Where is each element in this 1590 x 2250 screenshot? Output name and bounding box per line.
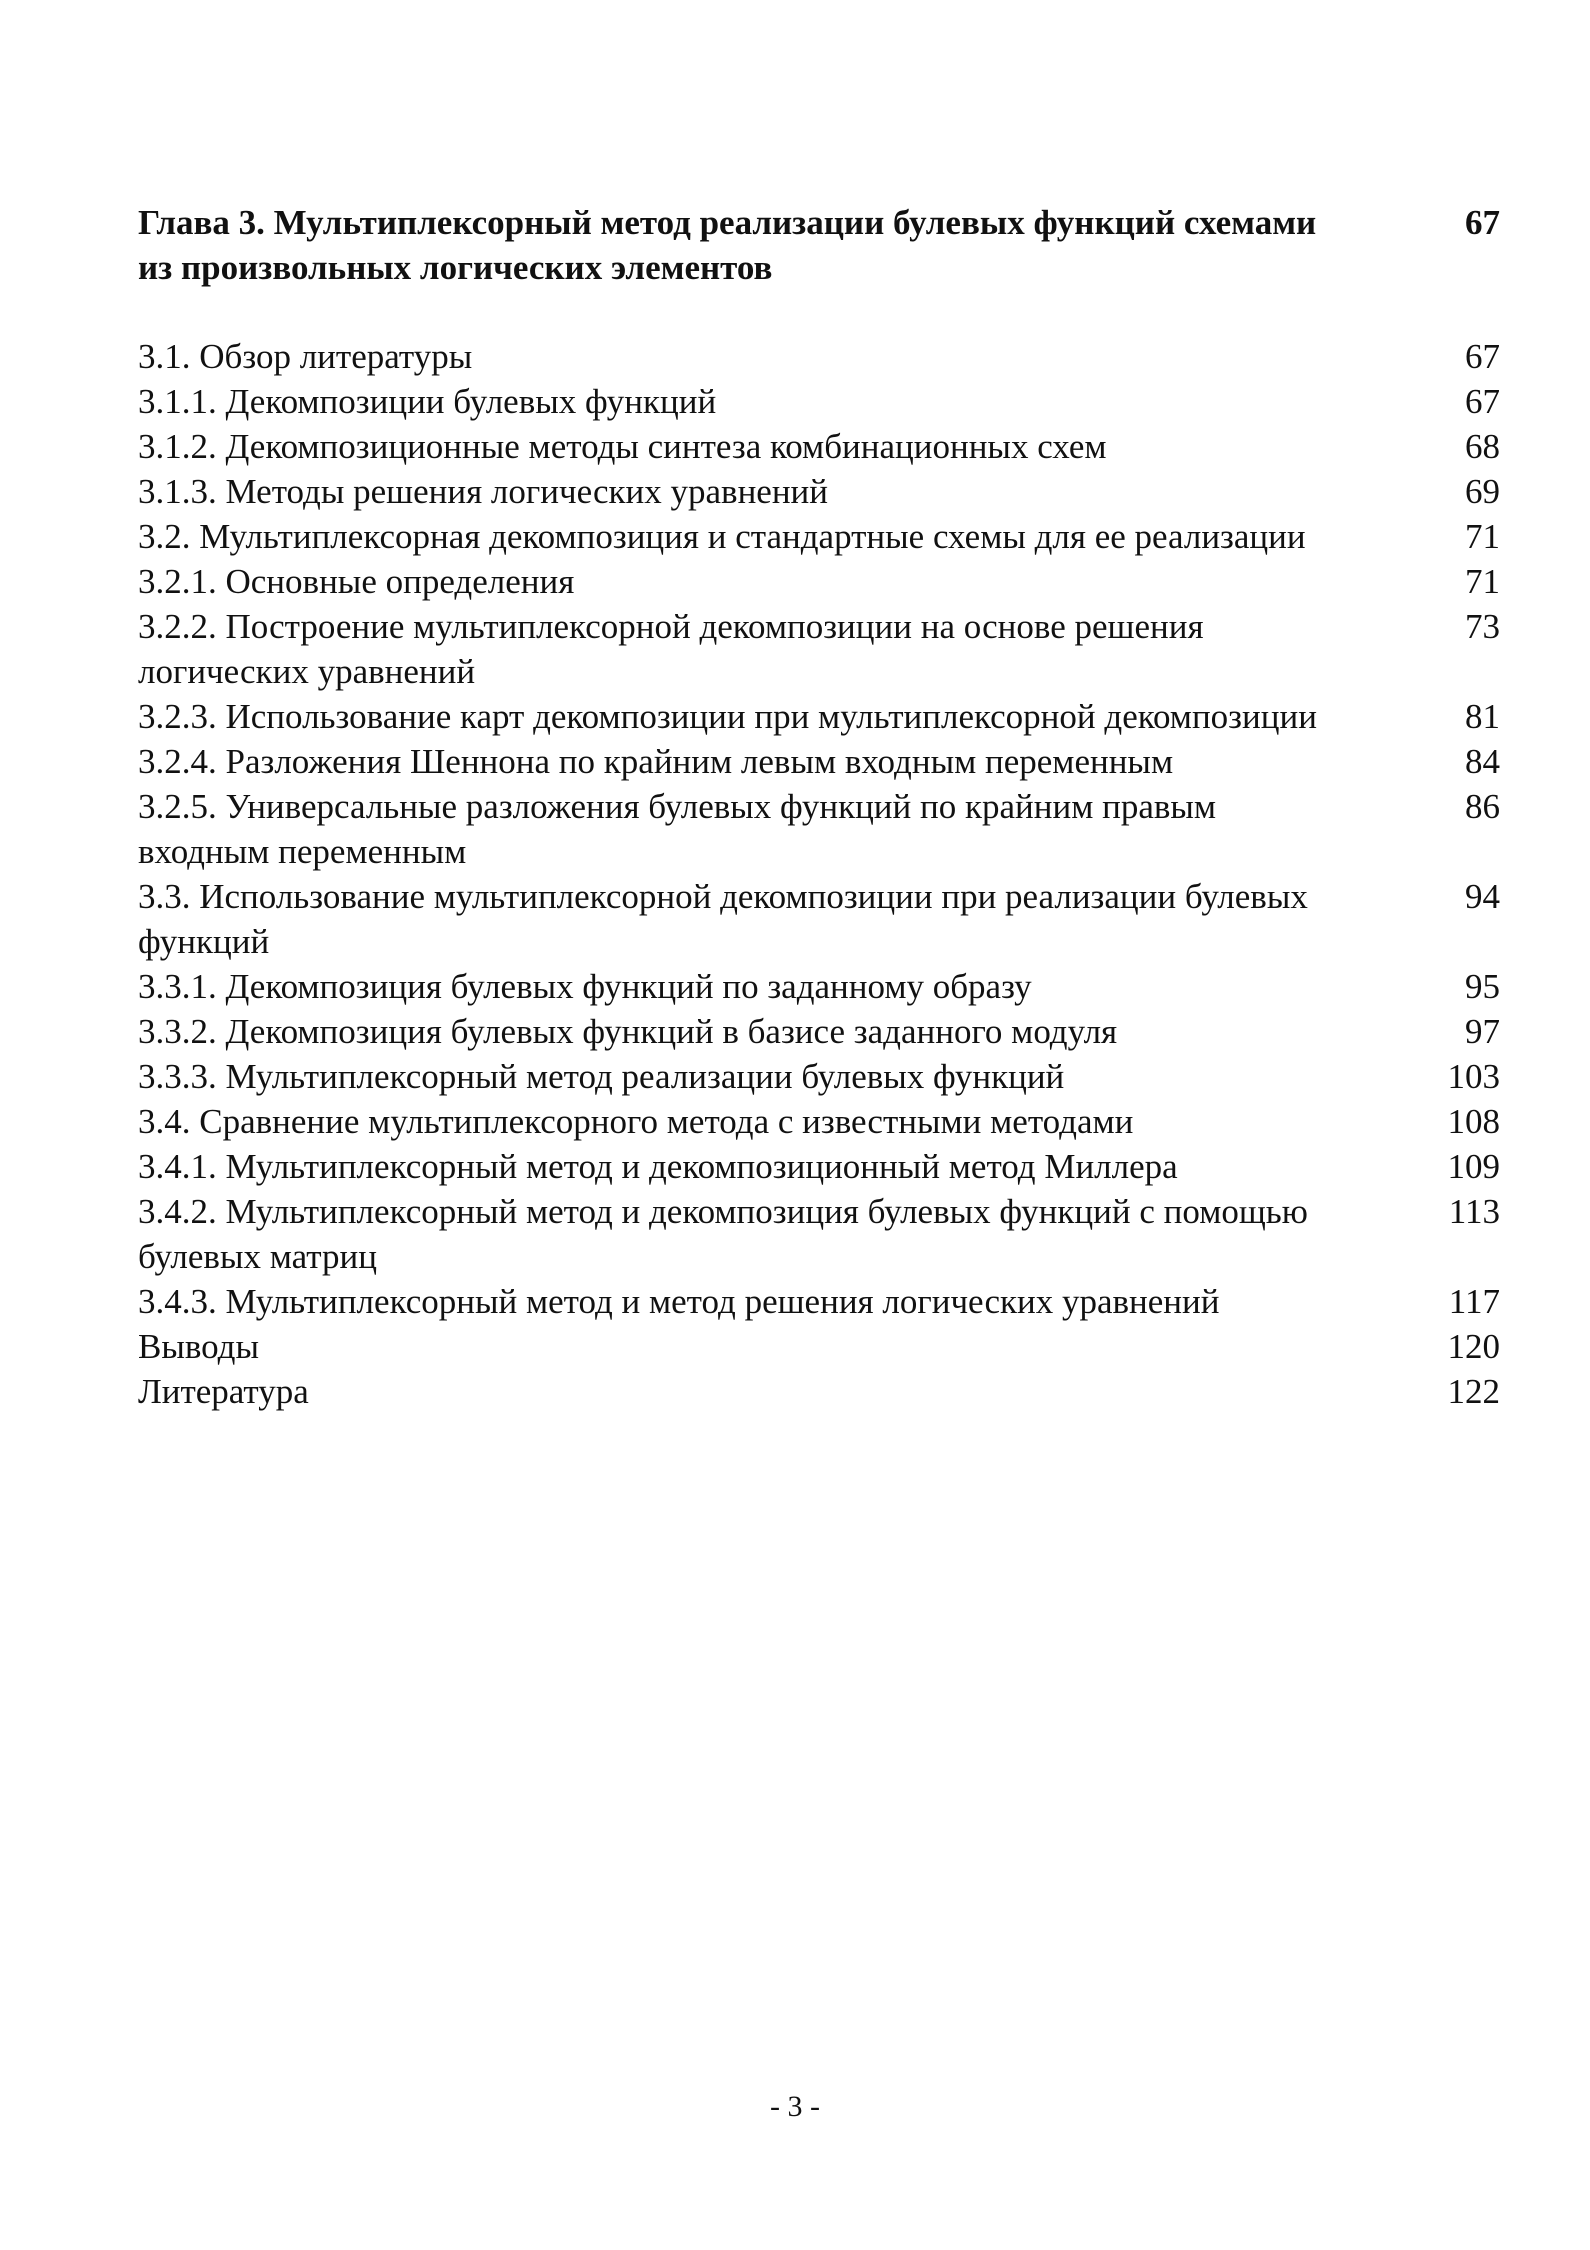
toc-entry-title: 3.3.2. Декомпозиция булевых функций в базисе заданного модуля: [138, 1012, 1118, 1051]
toc-entry-page: 67: [1465, 337, 1500, 376]
toc-entry-page: 71: [1465, 562, 1500, 601]
toc-entry: [138, 1054, 1500, 1099]
toc-entry: [138, 1009, 1500, 1054]
toc-entry: [138, 1324, 1500, 1369]
toc-entry: [138, 604, 1500, 694]
toc-entry-title: 3.1.2. Декомпозиционные методы синтеза комбинационных схем: [138, 427, 1107, 466]
toc-entry: [138, 739, 1500, 784]
toc-entry-page: 103: [1447, 1057, 1500, 1096]
toc-entry-title: 3.2.1. Основные определения: [138, 562, 575, 601]
toc-entry: [138, 1144, 1500, 1189]
toc-entry: [138, 514, 1500, 559]
toc-entry-title: 3.1.1. Декомпозиции булевых функций: [138, 382, 717, 421]
toc-entry-page: 71: [1465, 517, 1500, 556]
toc-chapter-title: Глава 3. Мультиплексорный метод реализации булевых функций схемами из произвольных логических элементов: [138, 203, 1317, 287]
toc-entry-page: 122: [1447, 1372, 1500, 1411]
toc-entry: [138, 1099, 1500, 1144]
page-number: - 3 -: [770, 2090, 820, 2123]
toc-entry-title: Литература: [138, 1372, 309, 1411]
toc-entry-title: 3.3.1. Декомпозиция булевых функций по заданному образу: [138, 967, 1032, 1006]
toc-chapter-heading: [138, 200, 1500, 290]
toc-entry: [138, 469, 1500, 514]
table-of-contents: [138, 200, 1500, 1414]
toc-entry-page: 117: [1448, 1282, 1500, 1321]
toc-entry-page: 94: [1465, 877, 1500, 916]
toc-entry-page: 86: [1465, 787, 1500, 826]
toc-entry-title: 3.4.1. Мультиплексорный метод и декомпозиционный метод Миллера: [138, 1147, 1178, 1186]
toc-entry-title: 3.3. Использование мультиплексорной декомпозиции при реализации булевых функций: [138, 877, 1308, 961]
toc-entry-title: 3.2.3. Использование карт декомпозиции при мультиплексорной декомпозиции: [138, 697, 1317, 736]
toc-entry-page: 84: [1465, 742, 1500, 781]
toc-entry-page: 73: [1465, 607, 1500, 646]
toc-chapter-page: 67: [1465, 203, 1500, 242]
toc-entry: [138, 379, 1500, 424]
toc-entry-title: 3.3.3. Мультиплексорный метод реализации булевых функций: [138, 1057, 1065, 1096]
toc-entry-page: 69: [1465, 472, 1500, 511]
toc-entry-page: 109: [1447, 1147, 1500, 1186]
toc-entry-page: 113: [1448, 1192, 1500, 1231]
toc-entry-title: 3.1. Обзор литературы: [138, 337, 473, 376]
toc-entry: [138, 964, 1500, 1009]
toc-entry: [138, 1369, 1500, 1414]
toc-entry-page: 81: [1465, 697, 1500, 736]
toc-entry: [138, 694, 1500, 739]
toc-entry: [138, 1189, 1500, 1279]
toc-entry: [138, 874, 1500, 964]
toc-entry-page: 120: [1447, 1327, 1500, 1366]
toc-entry-title: 3.4.3. Мультиплексорный метод и метод решения логических уравнений: [138, 1282, 1220, 1321]
toc-entry-title: 3.4. Сравнение мультиплексорного метода с известными методами: [138, 1102, 1134, 1141]
toc-entry-page: 108: [1447, 1102, 1500, 1141]
toc-entry: [138, 559, 1500, 604]
toc-entry-title: 3.1.3. Методы решения логических уравнений: [138, 472, 829, 511]
toc-entry-title: 3.4.2. Мультиплексорный метод и декомпозиция булевых функций с помощью булевых матриц: [138, 1192, 1308, 1276]
toc-entry-title: 3.2. Мультиплексорная декомпозиция и стандартные схемы для ее реализации: [138, 517, 1306, 556]
toc-entry: [138, 1279, 1500, 1324]
toc-entry-title: 3.2.4. Разложения Шеннона по крайним левым входным переменным: [138, 742, 1174, 781]
toc-entry-page: 68: [1465, 427, 1500, 466]
toc-entry-title: 3.2.2. Построение мультиплексорной декомпозиции на основе решения логических уравнений: [138, 607, 1204, 691]
toc-entry: [138, 334, 1500, 379]
toc-entry-title: 3.2.5. Универсальные разложения булевых функций по крайним правым входным переменным: [138, 787, 1217, 871]
toc-entry-page: 97: [1465, 1012, 1500, 1051]
toc-entry-page: 95: [1465, 967, 1500, 1006]
toc-entry-title: Выводы: [138, 1327, 259, 1366]
toc-entry-page: 67: [1465, 382, 1500, 421]
toc-entry: [138, 784, 1500, 874]
toc-entry: [138, 424, 1500, 469]
